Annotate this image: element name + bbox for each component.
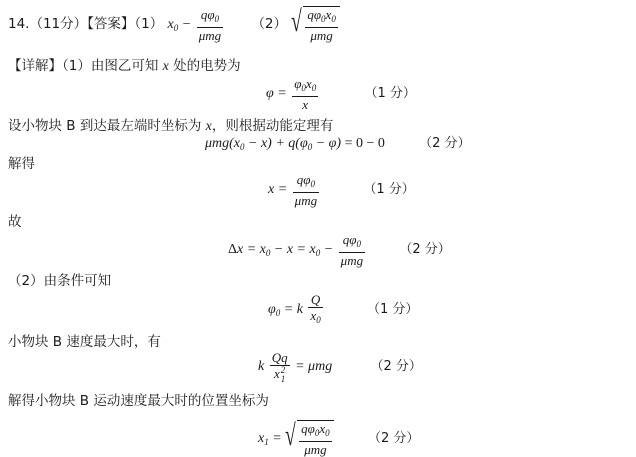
- equation-force-balance: k Qq x 2 1 = μmg （2 分）: [258, 350, 422, 385]
- score-2: （2 分）: [419, 136, 471, 151]
- therefore-label: 故: [8, 214, 22, 230]
- score-7: （2 分）: [367, 430, 420, 446]
- score-4: （2 分）: [399, 242, 451, 258]
- equation-potential: φ = $\frac{\varphi_0x_0}{x}$ （1 分）: [266, 76, 416, 112]
- equation-x: x = $\frac{q\varphi_0}{\text{μmg}}$ （1 分）: [268, 172, 415, 208]
- detail-intro: 【详解】（1）由图乙可知 x 处的电势为: [8, 58, 241, 74]
- score-6: （2 分）: [370, 359, 422, 375]
- score-1: （1 分）: [364, 86, 416, 102]
- max-speed-intro: 小物块 B 速度最大时，有: [8, 334, 161, 350]
- score-5: （1 分）: [367, 302, 419, 318]
- answer-label: 14.（11分）【答案】（1）: [8, 16, 164, 32]
- kinetic-intro: 设小物块 B 到达最左端时坐标为 x，则根据动能定理有: [8, 118, 334, 134]
- part2-intro: （2）由条件可知: [8, 273, 112, 289]
- position-intro: 解得小物块 B 运动速度最大时的位置坐标为: [8, 393, 269, 409]
- equation-phi0: $\varphi_0 = k$ $\frac{Q}{x_0}$ （1 分）: [268, 292, 419, 325]
- answer-1-expression: $x_0$ − $\frac{q\varphi_0}{\text{μmg}}$: [167, 6, 222, 43]
- answer-2-expression: √ $\frac{q\varphi_0x_0}{\text{μmg}}$: [291, 6, 339, 43]
- answer-header: [8, 6, 340, 43]
- solve-label-1: 解得: [8, 156, 35, 172]
- answer-2-label: （2）: [251, 16, 288, 32]
- equation-x1: $x_1$ = √ $\frac{q\varphi_0x_0}{\text{μmg}}$ （2 分）: [258, 419, 420, 457]
- equation-kinetic-theorem: $\mu mg(x_0 - x) + q(\varphi_0 - \varphi) = 0 - 0$ （2 分）: [205, 136, 471, 152]
- equation-delta-x: $\Delta x = x_0 - x = x_0$ − $\frac{q\varphi_0}{\text{μmg}}$ （2 分）: [228, 232, 451, 268]
- score-3: （1 分）: [363, 182, 415, 198]
